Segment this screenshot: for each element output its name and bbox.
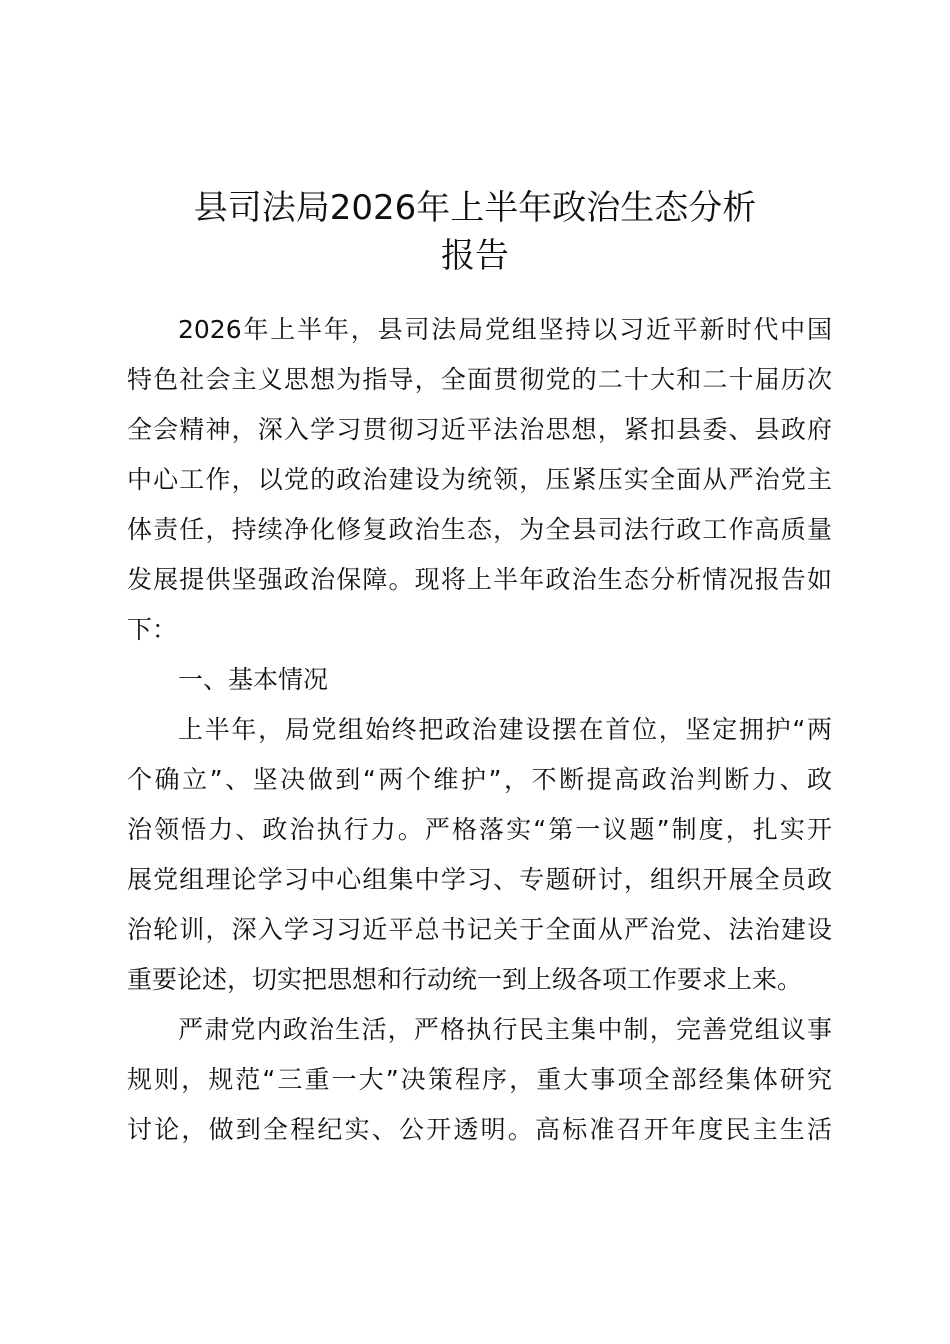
body-line: 发展提供坚强政治保障。现将上半年政治生态分析情况报告如	[127, 565, 832, 594]
body-line: 治轮训，深入学习习近平总书记关于全面从严治党、法治建设	[127, 915, 832, 944]
body-line: 体责任，持续净化修复政治生态，为全县司法行政工作高质量	[127, 515, 832, 544]
body-line: 上半年，局党组始终把政治建设摆在首位，坚定拥护“两	[178, 715, 832, 744]
body-line: 展党组理论学习中心组集中学习、专题研讨，组织开展全员政	[127, 865, 832, 894]
body-line: 中心工作，以党的政治建设为统领，压紧压实全面从严治党主	[127, 465, 832, 494]
document-title-line-1: 县司法局2026年上半年政治生态分析	[193, 188, 757, 228]
body-line: 下：	[127, 615, 178, 644]
body-line: 2026年上半年，县司法局党组坚持以习近平新时代中国	[178, 315, 832, 344]
body-line: 重要论述，切实把思想和行动统一到上级各项工作要求上来。	[127, 965, 803, 994]
body-line: 特色社会主义思想为指导，全面贯彻党的二十大和二十届历次	[127, 365, 832, 394]
body-line: 严肃党内政治生活，严格执行民主集中制，完善党组议事	[178, 1015, 832, 1044]
body-line: 治领悟力、政治执行力。严格落实“第一议题”制度，扎实开	[127, 815, 832, 844]
body-line: 规则，规范“三重一大”决策程序，重大事项全部经集体研究	[127, 1065, 832, 1094]
document-title-line-2: 报告	[441, 236, 509, 276]
body-line: 全会精神，深入学习贯彻习近平法治思想，紧扣县委、县政府	[127, 415, 832, 444]
body-line: 个确立”、坚决做到“两个维护”，不断提高政治判断力、政	[127, 765, 832, 794]
section-heading: 一、基本情况	[178, 665, 329, 694]
body-line: 讨论，做到全程纪实、公开透明。高标准召开年度民主生活	[127, 1115, 832, 1144]
